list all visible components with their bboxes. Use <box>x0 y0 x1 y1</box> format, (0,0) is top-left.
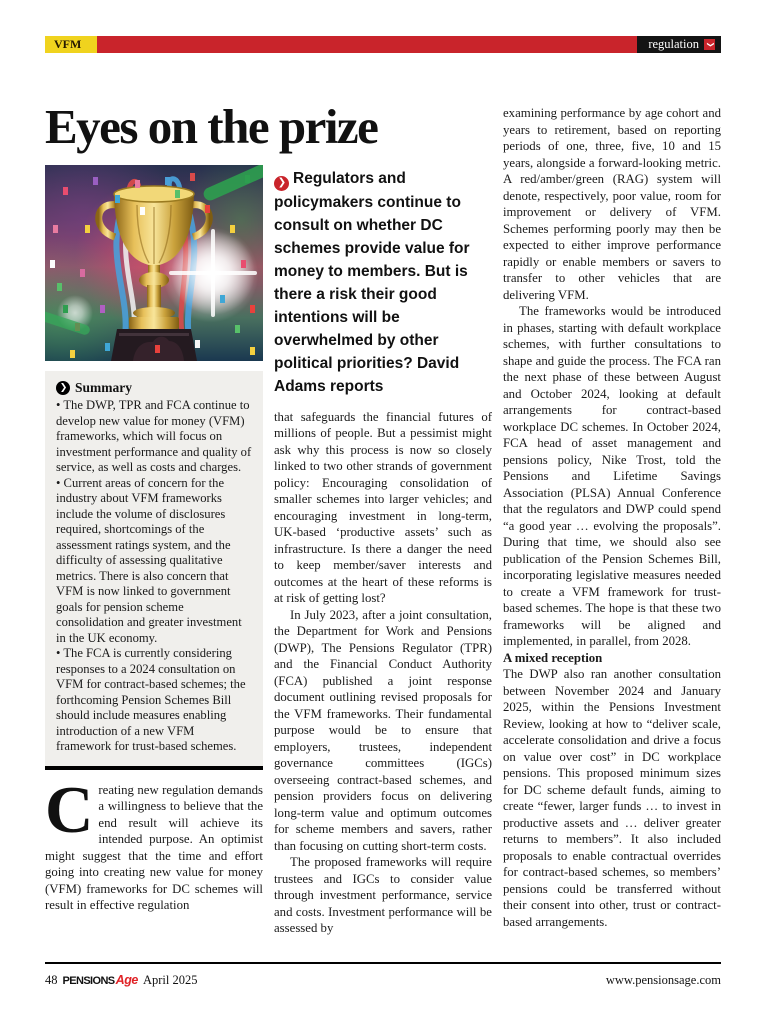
column-2-body <box>274 409 492 937</box>
chevron-down-icon: ❯ <box>704 39 715 50</box>
confetti-decor <box>45 165 50 173</box>
page-number: 48 <box>45 973 58 987</box>
column-3 <box>503 96 721 937</box>
paragraph: The proposed frameworks will require trustees and IGCs to consider value through investment performance, service and costs. Investment performance will be assessed by <box>274 855 492 935</box>
page-title: Eyes on the prize <box>45 99 378 154</box>
topic-tag: VFM <box>45 36 97 53</box>
section-bar <box>45 36 721 53</box>
title-and-columns <box>45 96 492 937</box>
paragraph: examining performance by age cohort and years to retirement, based on reporting periods of one, three, five, 10 and 15 years, alongside a forward-looking metric. A red/amber/green (RAG) system will denote, respectively, poor value, room for improvement or delivery of VFM. Schemes performing poorly may then be expected to either improve performance rapidly or enable members or savers to transfer to other vehicles that are delivering VFM. <box>503 106 721 302</box>
paragraph: The DWP also ran another consultation between November 2024 and January 2025, within the Pensions Investment Review, looking at how to “deliver scale, accelerate consolidation and drive a focus on value over cost” in DC workplace pensions. This proposed minimum sizes for DC scheme default funds, aiming to create “fewer, larger funds … to invest in productive assets and … deliver greater returns to members”. It also included proposals to enable contractual overrides for contract-based schemes, so members’ pensions could be transferred without their consent into other, trust or contract-based arrangements. <box>503 667 721 929</box>
paragraph: that safeguards the financial futures of millions of people. But a pessimist might ask why this process is now so closely linked to two other strands of government policy: Encouraging consolidation of smaller schemes into larger vehicles; and encouraging investment in long-term, UK-based ‘productive assets’ such as infrastructure. Is there a danger the need to keep member/saver interests and outcomes at the heart of these reforms is at risk of getting lost? <box>274 409 492 605</box>
drop-cap: C <box>45 772 94 847</box>
page-footer <box>45 962 721 988</box>
website-url: www.pensionsage.com <box>605 973 721 987</box>
summary-heading-label: Summary <box>75 380 132 395</box>
summary-bullet: • The FCA is currently considering responses to a 2024 consultation on VFM for contract-based schemes; the forthcoming Pension Schemes Bill should include measures enabling introduction of a new VFM framework for trust-based schemes. <box>56 646 246 753</box>
arrow-right-icon: ❯ <box>56 381 70 395</box>
summary-bullet: • Current areas of concern for the industry about VFM frameworks include the volume of disclosures required, shortcomings of the assessment ratings system, and the difficulty of assessing qualitative metrics. There is also concern that VFM is now linked to government goals for pension scheme consolidation and greater investment in the UK economy. <box>56 475 242 645</box>
column-1 <box>45 165 263 937</box>
article-content <box>45 96 721 937</box>
paragraph: In July 2023, after a joint consultation, the Department for Work and Pensions (DWP), The Pensions Regulator (TPR) and the Financial Conduct Authority (FCA) published a joint response document outlining revised proposals for the VFM frameworks. Their fundamental purpose would be to ensure that employers, trustees, independent governance committees (IGCs) overseeing contract-based schemes, and pension providers focus on delivering long-term value and optimum outcomes for scheme members and savers, rather than focusing on cutting short-term costs. <box>274 607 492 853</box>
pensions-age-logo: PENSIONS Age <box>62 973 138 987</box>
summary-bullet: • The DWP, TPR and FCA continue to develop new value for money (VFM) frameworks, which will focus on investment performance and quality of service, as well as costs and charges. <box>56 398 252 474</box>
column-2 <box>274 165 492 937</box>
paragraph: The frameworks would be introduced in phases, starting with default workplace schemes, with further consultations to shape and guide the process. The FCA ran the next phase of these between August and October 2024, looking at default arrangements for contract-based workplace DC schemes. In October 2024, FCA head of asset management and pensions policy, Nike Trost, told the Pensions and Lifetime Savings Association (PLSA) Annual Conference that the regulators and DWP could spend “a good year … evolving the proposals”. During that time, we should also see publication of the Pension Schemes Bill, incorporating legislative measures needed to create a VFM framework for trust-based schemes. The hope is that these two frameworks will be aligned and implemented, in parallel, from 2028. <box>503 304 721 648</box>
arrow-right-icon: ❯ <box>274 176 289 191</box>
summary-bullet-list <box>56 398 252 755</box>
intro-text: reating new regulation demands a willingness to believe that the end result will achieve its intended purpose. An optimist might suggest that the time and effort going into creating new value for money (VFM) frameworks for DC schemes will result in effective regulation <box>45 782 263 912</box>
section-bar-rule <box>97 36 637 53</box>
issue-date: April 2025 <box>142 973 198 987</box>
section-tag-label: regulation <box>648 37 699 51</box>
standfirst-text: Regulators and policymakers continue to consult on whether DC schemes provide value for money to members. But is there a risk their good intentions will be overwhelmed by other political priorities? David Adams reports <box>274 170 470 395</box>
trophy-confetti-photo <box>45 165 263 361</box>
intro-paragraph <box>45 772 263 914</box>
section-subheading: A mixed reception <box>503 650 603 665</box>
footer-left <box>45 973 198 988</box>
summary-heading <box>56 380 252 396</box>
summary-box <box>45 371 263 770</box>
standfirst <box>274 167 492 398</box>
section-tag <box>637 36 721 53</box>
